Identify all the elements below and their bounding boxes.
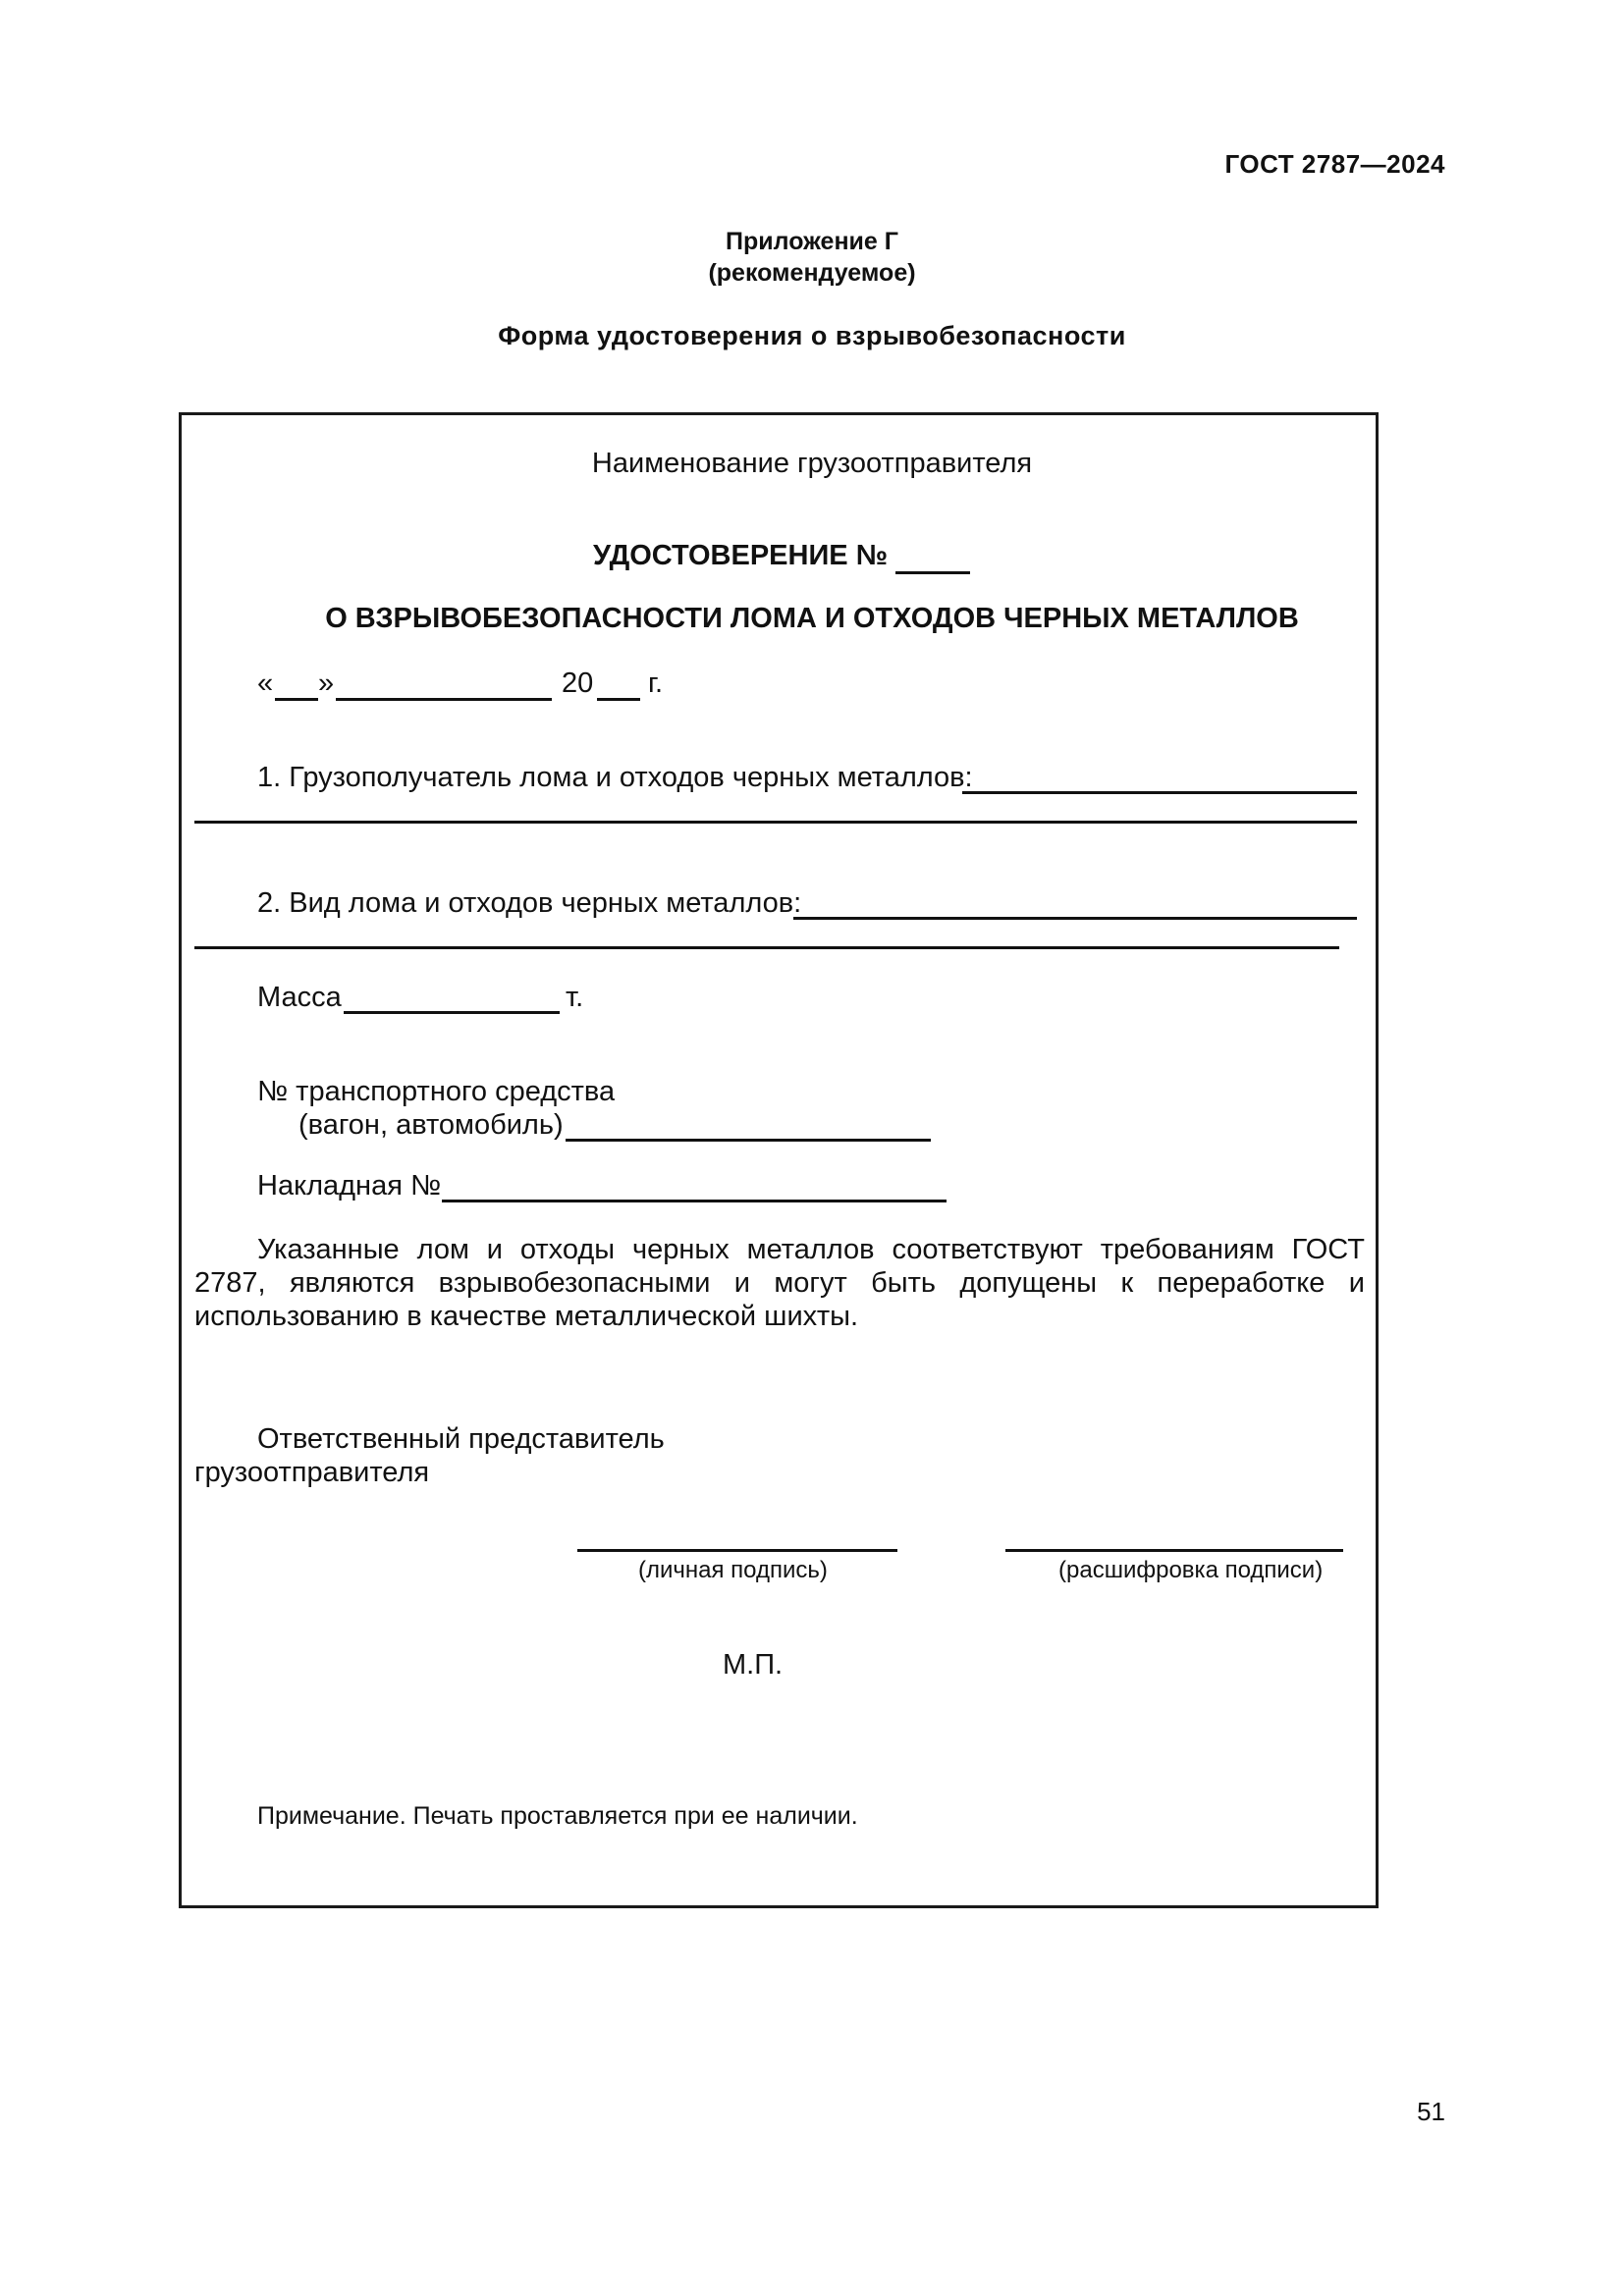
date-year-prefix: 20	[562, 667, 594, 699]
appendix-status: (рекомендуемое)	[708, 259, 916, 287]
date-open-quote: «	[257, 667, 274, 699]
form-note: Примечание. Печать проставляется при ее наличии.	[257, 1802, 858, 1830]
vehicle-sublabel: (вагон, автомобиль)	[298, 1109, 564, 1141]
invoice-label: Накладная №	[257, 1170, 442, 1201]
page-title: Форма удостоверения о взрывобезопасности	[498, 321, 1126, 350]
compliance-statement: Указанные лом и отходы черных металлов соответствуют требованиям ГОСТ 2787, являются взрывобезопасными и могут быть допущены к переработке и использованию в качестве металлической шихты.	[194, 1234, 1365, 1332]
responsible-label-line2: грузоотправителя	[194, 1457, 430, 1488]
vehicle-label: № транспортного средства	[257, 1076, 616, 1107]
certificate-number-field[interactable]	[895, 571, 970, 574]
date-month-field[interactable]	[336, 698, 552, 701]
certificate-subtitle: О ВЗРЫВОБЕЗОПАСНОСТИ ЛОМА И ОТХОДОВ ЧЕРНЫХ МЕТАЛЛОВ	[325, 603, 1299, 634]
certificate-title: УДОСТОВЕРЕНИЕ №	[593, 540, 889, 571]
date-year-field[interactable]	[597, 698, 640, 701]
item1-label: 1. Грузополучатель лома и отходов черных металлов:	[257, 762, 973, 793]
signature-field[interactable]	[577, 1549, 897, 1552]
invoice-number-field[interactable]	[442, 1200, 947, 1202]
item2-label: 2. Вид лома и отходов черных металлов:	[257, 887, 802, 919]
date-year-suffix: г.	[648, 667, 664, 699]
consignee-field-continuation[interactable]	[194, 821, 1357, 824]
signature-caption: (личная подпись)	[638, 1557, 828, 1583]
consignee-field[interactable]	[962, 791, 1357, 794]
responsible-label-line1: Ответственный представитель	[257, 1423, 665, 1455]
certificate-form-frame	[179, 412, 1379, 1908]
mass-unit: т.	[566, 982, 584, 1013]
mass-label: Масса	[257, 982, 342, 1013]
scrap-type-field-continuation[interactable]	[194, 946, 1339, 949]
date-close-quote: »	[318, 667, 335, 699]
stamp-label: М.П.	[723, 1649, 784, 1681]
vehicle-number-field[interactable]	[566, 1139, 931, 1142]
shipper-name-label: Наименование грузоотправителя	[591, 448, 1033, 479]
date-day-field[interactable]	[275, 698, 318, 701]
standard-number: ГОСТ 2787—2024	[1224, 149, 1445, 179]
mass-field[interactable]	[344, 1011, 560, 1014]
appendix-label: Приложение Г	[726, 228, 898, 255]
scrap-type-field[interactable]	[793, 917, 1357, 920]
signature-decode-caption: (расшифровка подписи)	[1058, 1557, 1324, 1583]
signature-decode-field[interactable]	[1005, 1549, 1343, 1552]
page-number: 51	[1417, 2097, 1445, 2126]
